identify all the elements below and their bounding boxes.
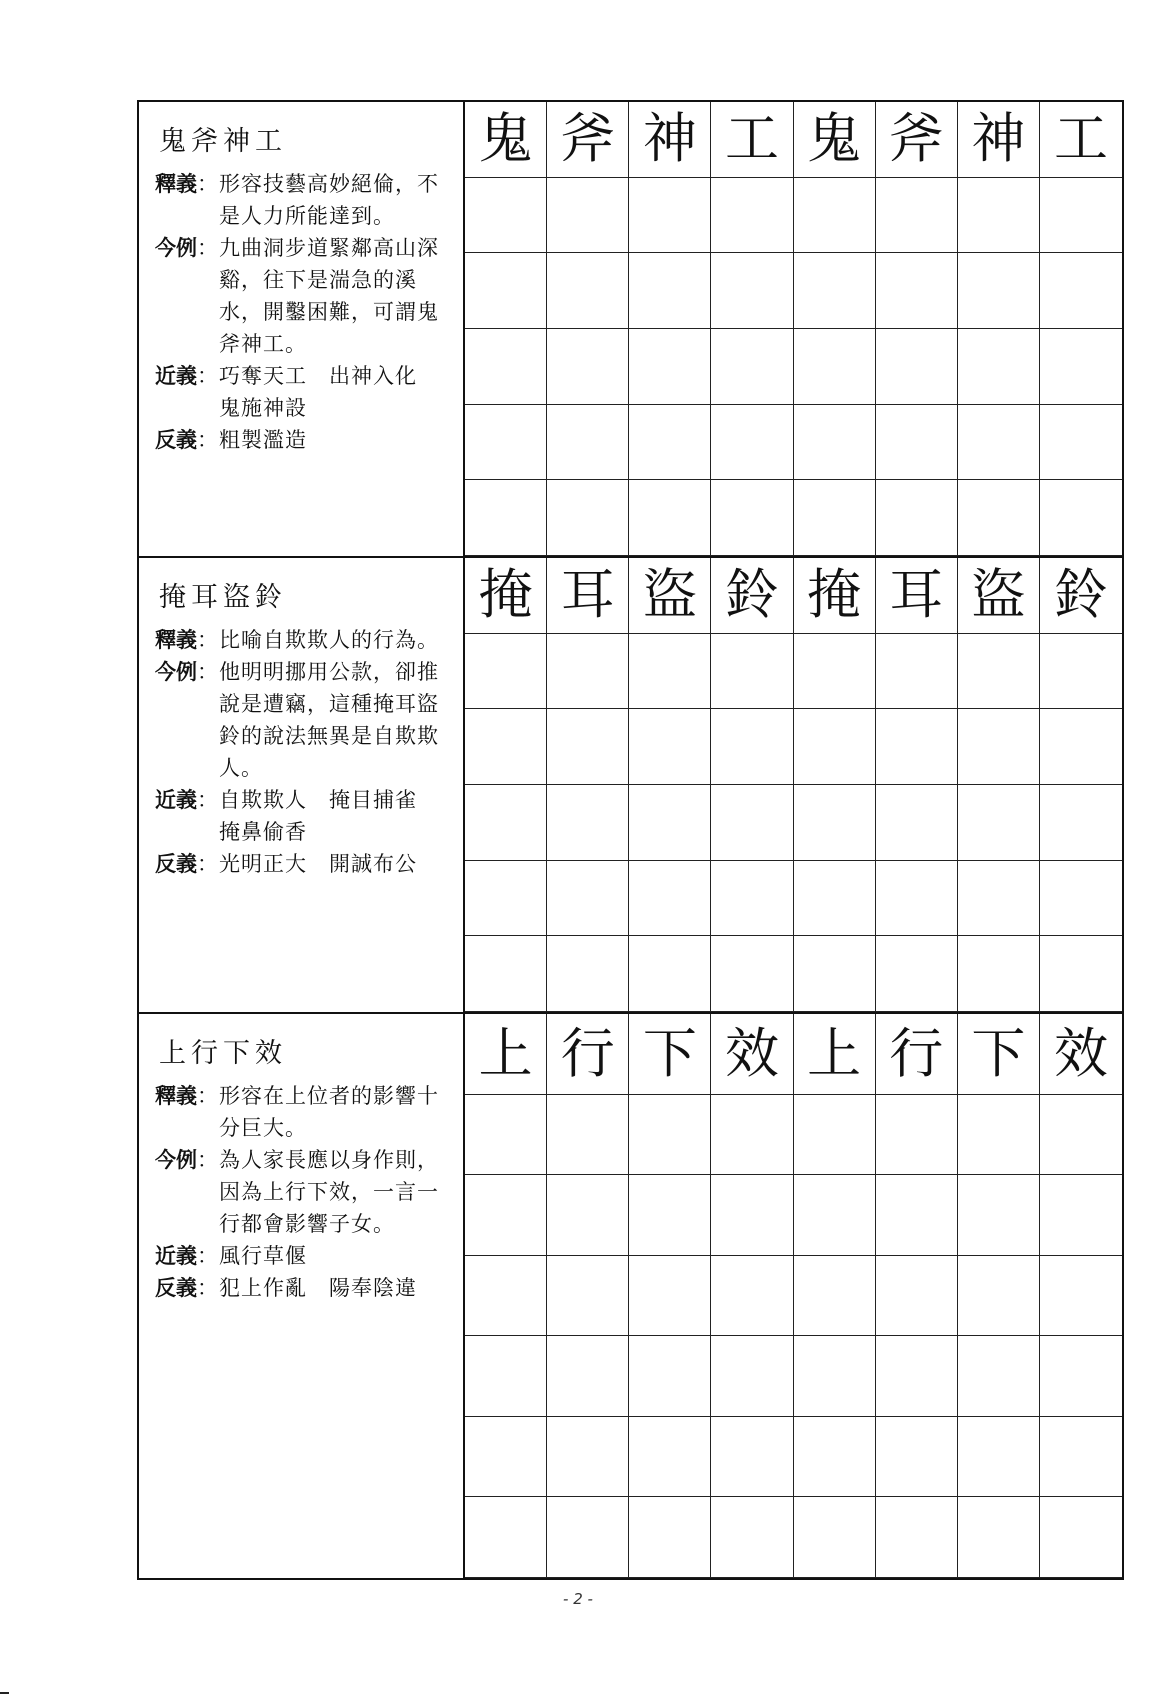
practice-cell[interactable]	[465, 709, 547, 785]
entry-antonyms: 反義： 粗製濫造	[155, 424, 463, 456]
entry-text: 比喻自欺欺人的行為。	[219, 628, 439, 652]
entry-label: 釋義	[155, 172, 197, 196]
practice-cell[interactable]	[465, 1497, 547, 1578]
entry-label: 反義	[155, 428, 197, 452]
practice-cell[interactable]	[711, 709, 793, 785]
practice-cell[interactable]	[958, 709, 1040, 785]
idiom-title: 上行下效	[159, 1038, 287, 1069]
entry-synonyms: 近義： 巧奪天工 出神入化 鬼施神設	[155, 360, 463, 424]
practice-cell[interactable]	[711, 1417, 793, 1498]
practice-cell[interactable]	[1040, 253, 1122, 329]
worksheet	[137, 100, 1124, 1580]
practice-cell[interactable]	[465, 405, 547, 481]
practice-cell[interactable]	[1040, 709, 1122, 785]
model-character: 斧	[876, 102, 958, 178]
practice-cell[interactable]	[629, 405, 711, 481]
scan-edge-mark	[0, 1692, 9, 1694]
practice-cell[interactable]	[711, 1095, 793, 1176]
model-character: 掩	[465, 558, 547, 634]
model-character: 斧	[547, 102, 629, 178]
practice-cell[interactable]	[876, 405, 958, 481]
practice-cell[interactable]	[547, 634, 629, 710]
practice-cell[interactable]	[629, 785, 711, 861]
practice-cell[interactable]	[1040, 1336, 1122, 1417]
practice-cell[interactable]	[794, 329, 876, 405]
practice-cell[interactable]	[1040, 936, 1122, 1012]
practice-cell[interactable]	[958, 1497, 1040, 1578]
entry-label: 釋義	[155, 628, 197, 652]
practice-cell[interactable]	[794, 785, 876, 861]
practice-cell[interactable]	[958, 480, 1040, 556]
practice-cell[interactable]	[465, 1256, 547, 1337]
practice-cell[interactable]	[547, 1497, 629, 1578]
practice-cell[interactable]	[876, 1175, 958, 1256]
practice-cell[interactable]	[547, 480, 629, 556]
model-character: 效	[711, 1014, 793, 1095]
practice-cell[interactable]	[876, 785, 958, 861]
entry-text: 粗製濫造	[219, 428, 307, 452]
entry-text: 風行草偃	[219, 1244, 307, 1268]
practice-cell[interactable]	[876, 861, 958, 937]
practice-cell[interactable]	[629, 253, 711, 329]
practice-cell[interactable]	[547, 253, 629, 329]
practice-cell[interactable]	[794, 1095, 876, 1176]
practice-cell[interactable]	[465, 329, 547, 405]
practice-cell[interactable]	[711, 936, 793, 1012]
practice-cell[interactable]	[958, 329, 1040, 405]
entry-label: 反義	[155, 852, 197, 876]
practice-cell[interactable]	[794, 178, 876, 254]
practice-cell[interactable]	[1040, 1095, 1122, 1176]
practice-cell[interactable]	[629, 861, 711, 937]
practice-cell[interactable]	[465, 253, 547, 329]
practice-cell[interactable]	[958, 253, 1040, 329]
entry-example: 今例： 他明明挪用公款，卻推說是遭竊，這種掩耳盜鈴的說法無異是自欺欺人。	[155, 656, 463, 784]
model-character: 盜	[629, 558, 711, 634]
practice-cell[interactable]	[465, 480, 547, 556]
practice-cell[interactable]	[711, 480, 793, 556]
entry-label: 釋義	[155, 1084, 197, 1108]
model-character: 耳	[547, 558, 629, 634]
entry-definition: 釋義： 形容技藝高妙絕倫，不是人力所能達到。	[155, 168, 463, 232]
practice-cell[interactable]	[629, 480, 711, 556]
practice-cell[interactable]	[958, 936, 1040, 1012]
practice-cell[interactable]	[547, 178, 629, 254]
entry-text: 為人家長應以身作則，因為上行下效，一言一行都會影響子女。	[219, 1148, 439, 1236]
practice-cell[interactable]	[711, 178, 793, 254]
practice-cell[interactable]	[629, 1417, 711, 1498]
model-character: 掩	[794, 558, 876, 634]
practice-cell[interactable]	[958, 1336, 1040, 1417]
idiom-info-panel	[139, 1014, 465, 1578]
practice-cell[interactable]	[465, 1336, 547, 1417]
entry-label: 近義	[155, 1244, 197, 1268]
practice-cell[interactable]	[958, 1175, 1040, 1256]
entry-label: 近義	[155, 788, 197, 812]
practice-cell[interactable]	[794, 253, 876, 329]
practice-cell[interactable]	[794, 1497, 876, 1578]
practice-cell[interactable]	[547, 861, 629, 937]
practice-cell[interactable]	[876, 329, 958, 405]
practice-cell[interactable]	[629, 1095, 711, 1176]
practice-cell[interactable]	[958, 178, 1040, 254]
practice-cell[interactable]	[547, 1336, 629, 1417]
practice-cell[interactable]	[711, 253, 793, 329]
model-character: 鬼	[465, 102, 547, 178]
practice-cell[interactable]	[958, 1095, 1040, 1176]
model-character: 盜	[958, 558, 1040, 634]
practice-cell[interactable]	[794, 1256, 876, 1337]
model-character: 上	[465, 1014, 547, 1095]
model-character: 鬼	[794, 102, 876, 178]
practice-cell[interactable]	[794, 1336, 876, 1417]
entry-example: 今例： 為人家長應以身作則，因為上行下效，一言一行都會影響子女。	[155, 1144, 463, 1240]
practice-cell[interactable]	[629, 1497, 711, 1578]
idiom-title: 掩耳盜鈴	[159, 582, 287, 613]
entry-text: 自欺欺人 掩目捕雀 掩鼻偷香	[219, 788, 439, 844]
practice-cell[interactable]	[876, 480, 958, 556]
practice-cell[interactable]	[794, 1175, 876, 1256]
practice-cell[interactable]	[465, 1095, 547, 1176]
practice-cell[interactable]	[465, 634, 547, 710]
practice-cell[interactable]	[1040, 329, 1122, 405]
practice-cell[interactable]	[876, 1256, 958, 1337]
entry-label: 近義	[155, 364, 197, 388]
idiom-section-1	[139, 102, 1122, 558]
entry-antonyms: 反義： 光明正大 開誠布公	[155, 848, 463, 880]
entry-example: 今例： 九曲洞步道緊鄰高山深谿，往下是湍急的溪水，開鑿困難，可謂鬼斧神工。	[155, 232, 463, 360]
idiom-section-2	[139, 558, 1122, 1014]
practice-cell[interactable]	[547, 936, 629, 1012]
entry-definition: 釋義： 形容在上位者的影響十分巨大。	[155, 1080, 463, 1144]
practice-cell[interactable]	[547, 405, 629, 481]
practice-cell[interactable]	[629, 709, 711, 785]
practice-cell[interactable]	[958, 785, 1040, 861]
practice-cell[interactable]	[465, 785, 547, 861]
practice-cell[interactable]	[711, 1256, 793, 1337]
practice-cell[interactable]	[794, 861, 876, 937]
practice-cell[interactable]	[876, 1497, 958, 1578]
practice-cell[interactable]	[711, 861, 793, 937]
idiom-section-3	[139, 1014, 1122, 1578]
practice-cell[interactable]	[876, 178, 958, 254]
idiom-title: 鬼斧神工	[159, 126, 287, 157]
entry-label: 今例	[155, 236, 197, 260]
practice-cell[interactable]	[711, 405, 793, 481]
practice-cell[interactable]	[1040, 1497, 1122, 1578]
practice-cell[interactable]	[547, 709, 629, 785]
entry-text: 九曲洞步道緊鄰高山深谿，往下是湍急的溪水，開鑿困難，可謂鬼斧神工。	[219, 236, 439, 356]
entry-definition: 釋義： 比喻自欺欺人的行為。	[155, 624, 463, 656]
model-character: 行	[876, 1014, 958, 1095]
practice-cell[interactable]	[1040, 785, 1122, 861]
entry-text: 形容技藝高妙絕倫，不是人力所能達到。	[219, 172, 439, 228]
practice-cell[interactable]	[629, 1336, 711, 1417]
practice-grid	[465, 558, 1122, 1012]
model-character: 神	[958, 102, 1040, 178]
practice-cell[interactable]	[1040, 480, 1122, 556]
practice-cell[interactable]	[794, 634, 876, 710]
practice-cell[interactable]	[794, 1417, 876, 1498]
practice-cell[interactable]	[1040, 1417, 1122, 1498]
practice-cell[interactable]	[629, 329, 711, 405]
practice-cell[interactable]	[547, 1256, 629, 1337]
model-character: 下	[629, 1014, 711, 1095]
practice-cell[interactable]	[876, 1417, 958, 1498]
practice-cell[interactable]	[547, 785, 629, 861]
practice-cell[interactable]	[794, 405, 876, 481]
entry-text: 巧奪天工 出神入化 鬼施神設	[219, 364, 439, 420]
model-character: 效	[1040, 1014, 1122, 1095]
practice-cell[interactable]	[711, 634, 793, 710]
practice-cell[interactable]	[629, 1175, 711, 1256]
practice-cell[interactable]	[876, 634, 958, 710]
model-character: 工	[1040, 102, 1122, 178]
practice-cell[interactable]	[1040, 634, 1122, 710]
practice-cell[interactable]	[629, 1256, 711, 1337]
entry-label: 今例	[155, 660, 197, 684]
practice-cell[interactable]	[876, 1095, 958, 1176]
practice-cell[interactable]	[465, 936, 547, 1012]
model-character: 鈴	[711, 558, 793, 634]
practice-cell[interactable]	[1040, 1256, 1122, 1337]
practice-cell[interactable]	[547, 1175, 629, 1256]
practice-cell[interactable]	[465, 178, 547, 254]
practice-cell[interactable]	[794, 936, 876, 1012]
practice-cell[interactable]	[465, 1417, 547, 1498]
practice-cell[interactable]	[794, 709, 876, 785]
entry-text: 形容在上位者的影響十分巨大。	[219, 1084, 439, 1140]
practice-cell[interactable]	[1040, 1175, 1122, 1256]
practice-cell[interactable]	[958, 1256, 1040, 1337]
practice-cell[interactable]	[465, 1175, 547, 1256]
idiom-info-panel	[139, 558, 465, 1012]
practice-cell[interactable]	[547, 1095, 629, 1176]
practice-cell[interactable]	[547, 1417, 629, 1498]
practice-cell[interactable]	[1040, 178, 1122, 254]
practice-cell[interactable]	[794, 480, 876, 556]
practice-cell[interactable]	[958, 405, 1040, 481]
practice-cell[interactable]	[711, 1175, 793, 1256]
entry-text: 犯上作亂 陽奉陰違	[219, 1276, 417, 1300]
entry-synonyms: 近義： 風行草偃	[155, 1240, 463, 1272]
model-character: 行	[547, 1014, 629, 1095]
practice-cell[interactable]	[629, 634, 711, 710]
practice-cell[interactable]	[876, 1336, 958, 1417]
entry-text: 光明正大 開誠布公	[219, 852, 417, 876]
practice-cell[interactable]	[629, 178, 711, 254]
practice-cell[interactable]	[711, 329, 793, 405]
model-character: 神	[629, 102, 711, 178]
entry-text: 他明明挪用公款，卻推說是遭竊，這種掩耳盜鈴的說法無異是自欺欺人。	[219, 660, 439, 780]
entry-label: 反義	[155, 1276, 197, 1300]
model-character: 耳	[876, 558, 958, 634]
practice-cell[interactable]	[876, 936, 958, 1012]
entry-synonyms: 近義： 自欺欺人 掩目捕雀 掩鼻偷香	[155, 784, 463, 848]
idiom-info-panel	[139, 102, 465, 556]
practice-cell[interactable]	[629, 936, 711, 1012]
practice-cell[interactable]	[958, 634, 1040, 710]
model-character: 工	[711, 102, 793, 178]
practice-cell[interactable]	[1040, 861, 1122, 937]
practice-cell[interactable]	[876, 253, 958, 329]
practice-cell[interactable]	[958, 861, 1040, 937]
practice-cell[interactable]	[711, 785, 793, 861]
page-number: - 2 -	[563, 1590, 593, 1608]
model-character: 鈴	[1040, 558, 1122, 634]
model-character: 上	[794, 1014, 876, 1095]
practice-cell[interactable]	[876, 709, 958, 785]
practice-cell[interactable]	[711, 1336, 793, 1417]
entry-label: 今例	[155, 1148, 197, 1172]
model-character: 下	[958, 1014, 1040, 1095]
practice-cell[interactable]	[958, 1417, 1040, 1498]
practice-grid	[465, 102, 1122, 556]
practice-cell[interactable]	[465, 861, 547, 937]
practice-grid	[465, 1014, 1122, 1578]
practice-cell[interactable]	[547, 329, 629, 405]
practice-cell[interactable]	[711, 1497, 793, 1578]
practice-cell[interactable]	[1040, 405, 1122, 481]
entry-antonyms: 反義： 犯上作亂 陽奉陰違	[155, 1272, 463, 1304]
